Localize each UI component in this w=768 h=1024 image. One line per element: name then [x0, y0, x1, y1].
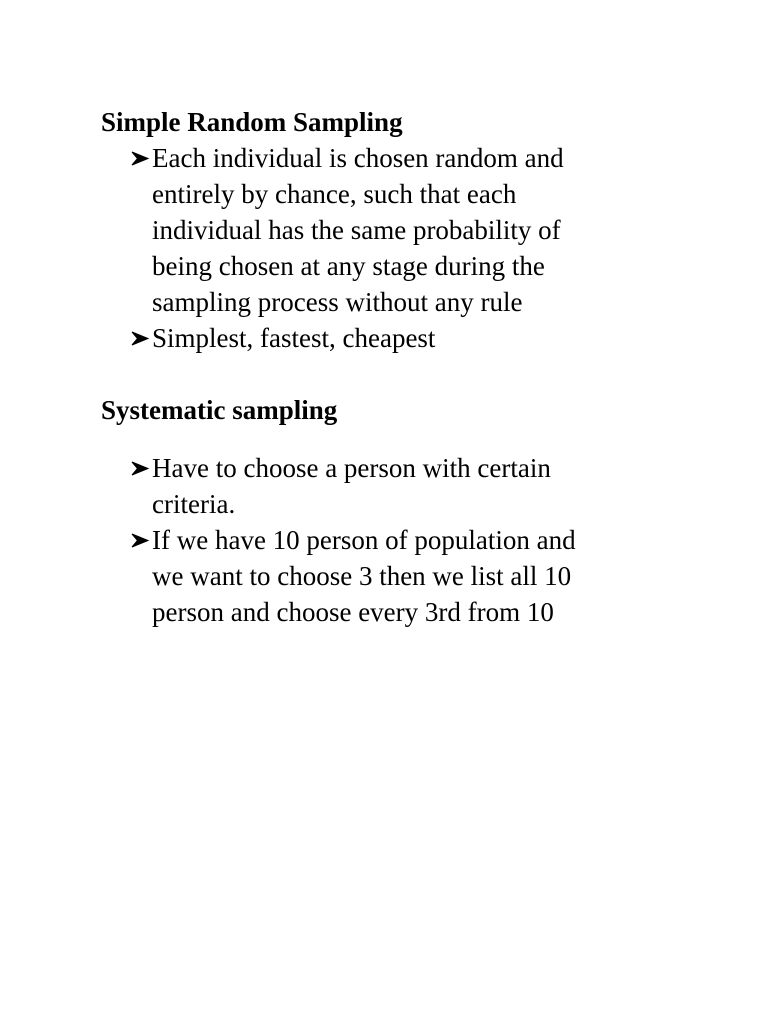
text-line: being chosen at any stage during the	[152, 251, 545, 281]
list-item	[101, 320, 661, 356]
list-item	[101, 140, 661, 320]
bullet-list-simple-random-sampling	[101, 140, 661, 356]
heading-simple-random-sampling: Simple Random Sampling	[101, 107, 403, 137]
heading-spacer	[101, 428, 661, 450]
text-line: person and choose every 3rd from 10	[152, 597, 554, 627]
text-line: Have to choose a person with certain	[152, 453, 551, 483]
arrowhead-right-icon	[131, 140, 155, 166]
list-item-text	[152, 450, 661, 522]
text-line: If we have 10 person of population and	[152, 525, 576, 555]
arrowhead-right-icon	[131, 522, 155, 548]
list-item-text	[152, 320, 661, 356]
list-item	[101, 522, 661, 630]
section-simple-random-sampling	[101, 104, 661, 356]
text-line: entirely by chance, such that each	[152, 179, 517, 209]
document-content	[101, 104, 661, 630]
text-line: criteria.	[152, 489, 236, 519]
bullet-list-systematic-sampling	[101, 450, 661, 630]
text-line: Each individual is chosen random and	[152, 143, 564, 173]
section-spacer	[101, 356, 661, 392]
arrowhead-right-icon	[131, 450, 155, 476]
text-line: sampling process without any rule	[152, 287, 523, 317]
text-line: we want to choose 3 then we list all 10	[152, 561, 572, 591]
list-item-text	[152, 522, 661, 630]
text-line: individual has the same probability of	[152, 215, 561, 245]
arrowhead-right-icon	[131, 320, 155, 346]
section-systematic-sampling	[101, 392, 661, 630]
text-line: Simplest, fastest, cheapest	[152, 323, 436, 353]
list-item-text	[152, 140, 661, 320]
list-item	[101, 450, 661, 522]
heading-systematic-sampling: Systematic sampling	[101, 395, 338, 425]
